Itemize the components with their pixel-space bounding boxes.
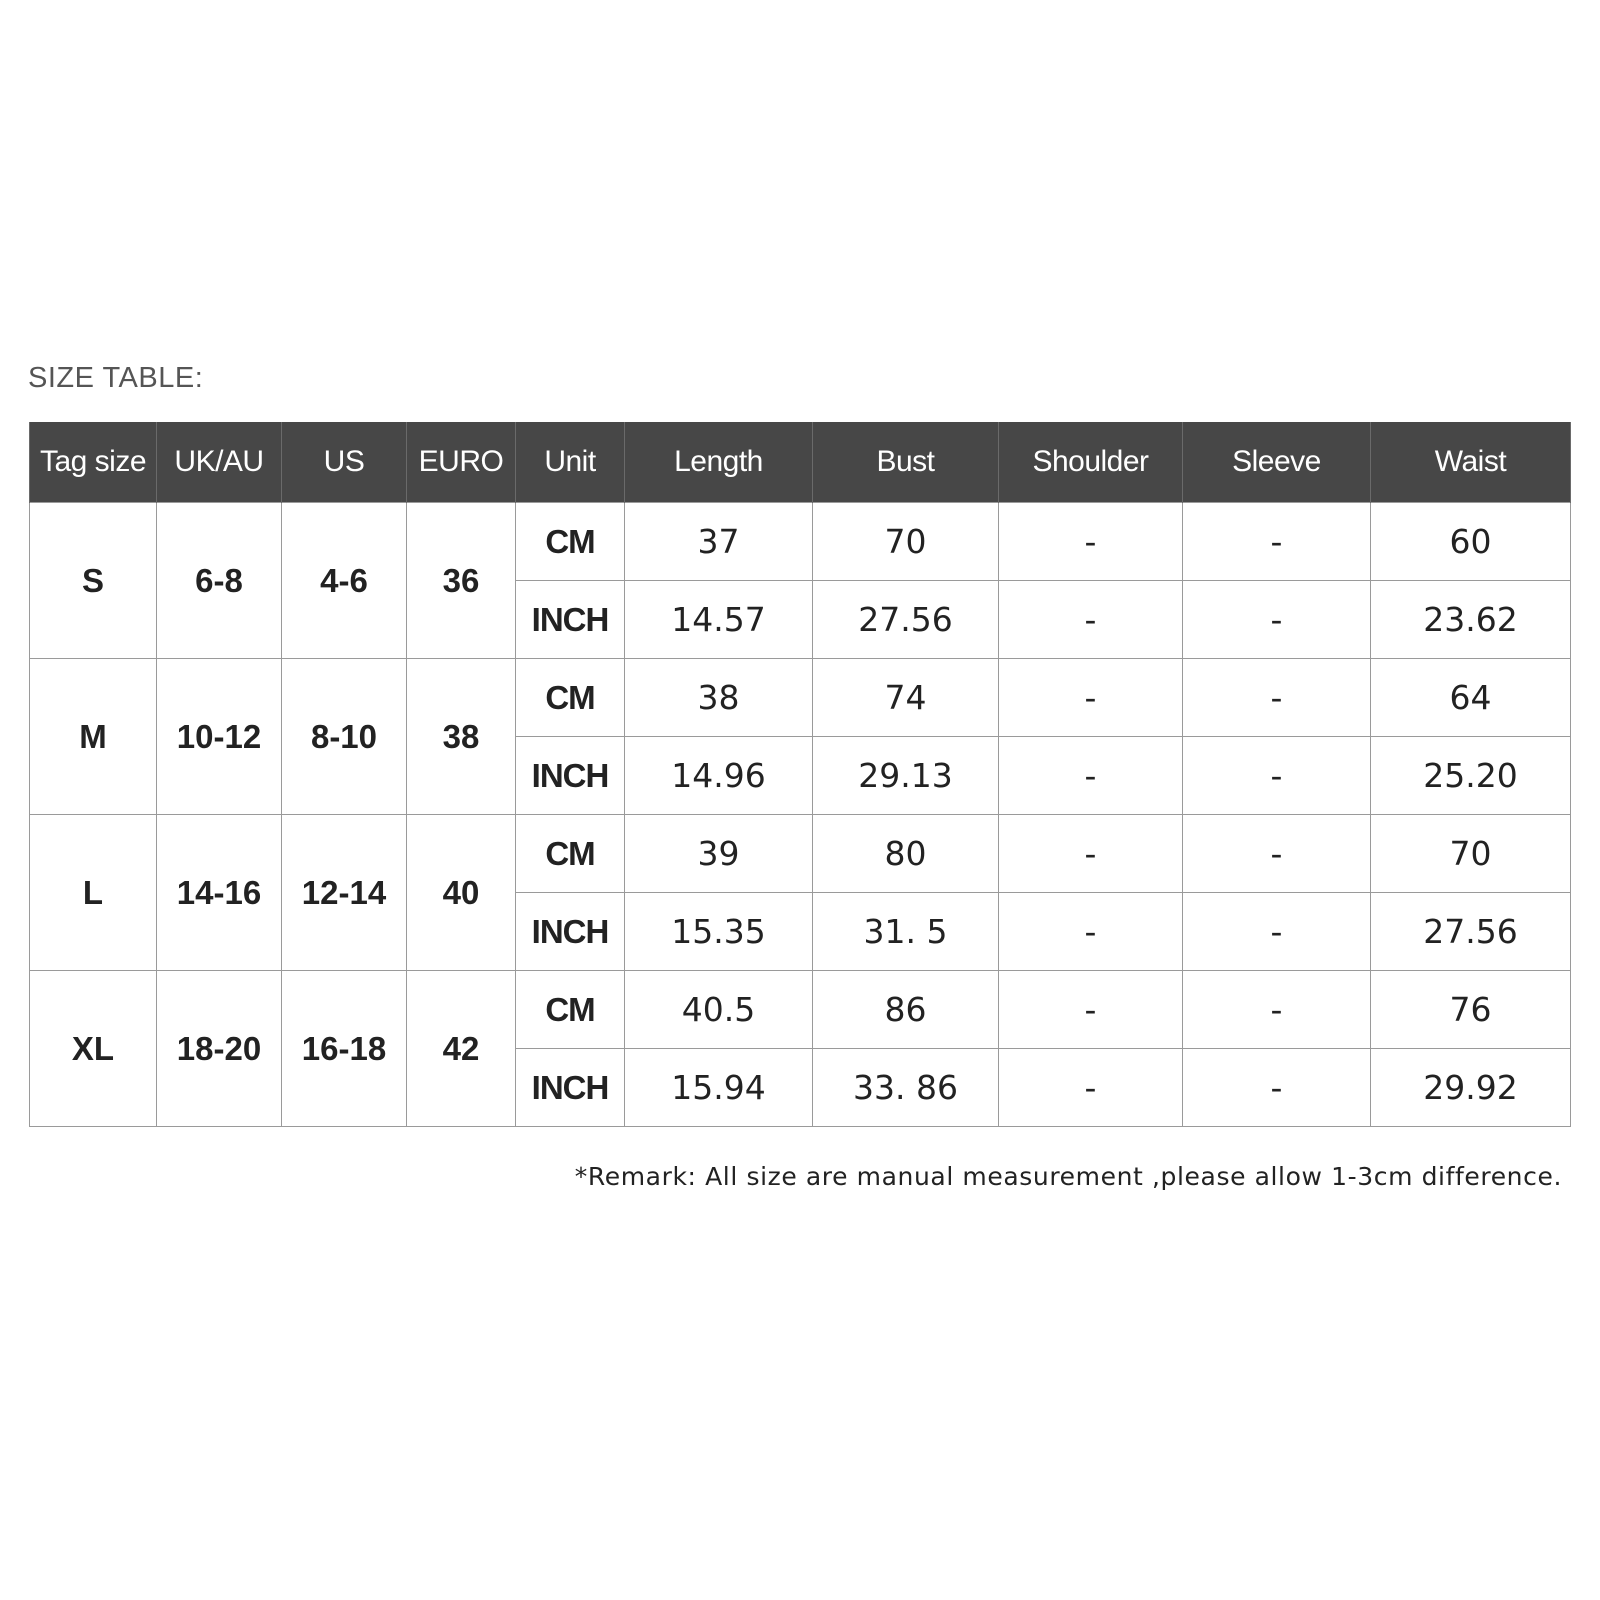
waist-cell: 76 [1371, 971, 1571, 1049]
unit-cell: CM [516, 503, 625, 581]
unit-cell: INCH [516, 737, 625, 815]
table-row [30, 659, 1571, 737]
bust-cell: 74 [813, 659, 999, 737]
header-row [30, 422, 1571, 503]
bust-cell: 27.56 [813, 581, 999, 659]
shoulder-cell: - [999, 659, 1183, 737]
waist-cell: 23.62 [1371, 581, 1571, 659]
euro-cell: 40 [407, 815, 516, 971]
bust-cell: 70 [813, 503, 999, 581]
unit-cell: CM [516, 971, 625, 1049]
sleeve-cell: - [1183, 971, 1371, 1049]
sleeve-cell: - [1183, 893, 1371, 971]
shoulder-cell: - [999, 815, 1183, 893]
waist-cell: 27.56 [1371, 893, 1571, 971]
length-cell: 37 [625, 503, 813, 581]
uk-au-cell: 18-20 [157, 971, 282, 1127]
header-tag-size: Tag size [30, 422, 157, 503]
waist-cell: 70 [1371, 815, 1571, 893]
length-cell: 38 [625, 659, 813, 737]
us-cell: 16-18 [282, 971, 407, 1127]
header-shoulder: Shoulder [999, 422, 1183, 503]
header-unit: Unit [516, 422, 625, 503]
euro-cell: 36 [407, 503, 516, 659]
sleeve-cell: - [1183, 815, 1371, 893]
unit-cell: INCH [516, 893, 625, 971]
shoulder-cell: - [999, 503, 1183, 581]
header-uk-au: UK/AU [157, 422, 282, 503]
euro-cell: 42 [407, 971, 516, 1127]
shoulder-cell: - [999, 971, 1183, 1049]
tag-size-cell: L [30, 815, 157, 971]
remark-note: *Remark: All size are manual measurement ,please allow 1-3cm difference. [574, 1162, 1562, 1191]
sleeve-cell: - [1183, 737, 1371, 815]
header-sleeve: Sleeve [1183, 422, 1371, 503]
table-row [30, 971, 1571, 1049]
waist-cell: 60 [1371, 503, 1571, 581]
uk-au-cell: 14-16 [157, 815, 282, 971]
header-length: Length [625, 422, 813, 503]
unit-cell: INCH [516, 581, 625, 659]
sleeve-cell: - [1183, 503, 1371, 581]
table-row [30, 815, 1571, 893]
header-waist: Waist [1371, 422, 1571, 503]
size-table [29, 422, 1571, 1127]
us-cell: 4-6 [282, 503, 407, 659]
bust-cell: 80 [813, 815, 999, 893]
waist-cell: 29.92 [1371, 1049, 1571, 1127]
length-cell: 15.35 [625, 893, 813, 971]
uk-au-cell: 10-12 [157, 659, 282, 815]
table-row [30, 503, 1571, 581]
header-us: US [282, 422, 407, 503]
header-euro: EURO [407, 422, 516, 503]
shoulder-cell: - [999, 1049, 1183, 1127]
euro-cell: 38 [407, 659, 516, 815]
unit-cell: INCH [516, 1049, 625, 1127]
length-cell: 15.94 [625, 1049, 813, 1127]
header-bust: Bust [813, 422, 999, 503]
shoulder-cell: - [999, 581, 1183, 659]
length-cell: 39 [625, 815, 813, 893]
waist-cell: 64 [1371, 659, 1571, 737]
page-title: SIZE TABLE: [28, 362, 204, 394]
uk-au-cell: 6-8 [157, 503, 282, 659]
bust-cell: 86 [813, 971, 999, 1049]
tag-size-cell: XL [30, 971, 157, 1127]
length-cell: 14.57 [625, 581, 813, 659]
sleeve-cell: - [1183, 659, 1371, 737]
shoulder-cell: - [999, 893, 1183, 971]
bust-cell: 29.13 [813, 737, 999, 815]
shoulder-cell: - [999, 737, 1183, 815]
tag-size-cell: S [30, 503, 157, 659]
tag-size-cell: M [30, 659, 157, 815]
length-cell: 40.5 [625, 971, 813, 1049]
sleeve-cell: - [1183, 581, 1371, 659]
unit-cell: CM [516, 659, 625, 737]
waist-cell: 25.20 [1371, 737, 1571, 815]
sleeve-cell: - [1183, 1049, 1371, 1127]
us-cell: 12-14 [282, 815, 407, 971]
length-cell: 14.96 [625, 737, 813, 815]
us-cell: 8-10 [282, 659, 407, 815]
bust-cell: 31. 5 [813, 893, 999, 971]
bust-cell: 33. 86 [813, 1049, 999, 1127]
unit-cell: CM [516, 815, 625, 893]
